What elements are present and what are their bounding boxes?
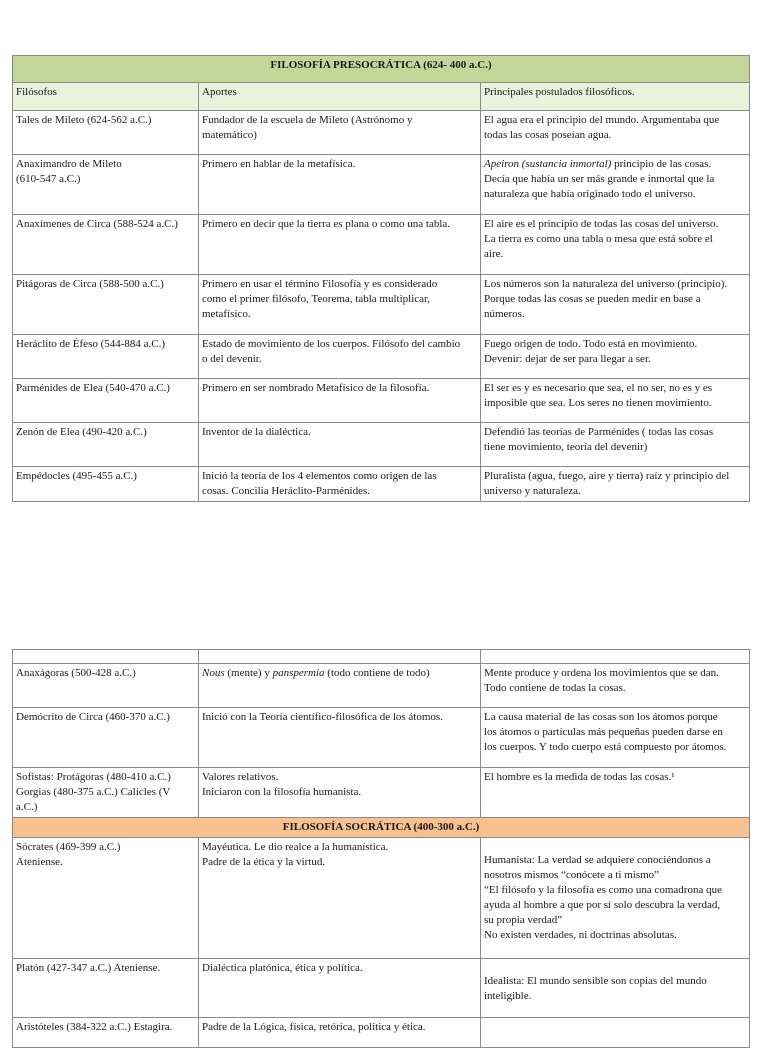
philosopher-cell [13, 467, 199, 502]
cell-line: El aire es el principio de todas las cosas del universo. [484, 218, 719, 230]
cell-line: “El filósofo y la filosofía es como una comadrona que [484, 884, 722, 896]
cell-line: Inició la teoría de los 4 elementos como origen de las [202, 470, 437, 482]
cell-line: La causa material de las cosas son los átomos porque [484, 711, 718, 723]
table-row [13, 423, 750, 467]
table-row [13, 768, 750, 818]
cell-line: Aristóteles (384-322 a.C.) Estagira. [16, 1021, 173, 1033]
spacer [484, 840, 746, 853]
postulate-cell [481, 155, 750, 215]
empty-cell [13, 650, 199, 664]
cell-line [202, 666, 477, 681]
cell-line: matemático) [202, 129, 257, 141]
cell-line: La tierra es como una tabla o mesa que está sobre el [484, 233, 713, 245]
philosopher-cell [13, 111, 199, 155]
postulate-cell [481, 959, 750, 1018]
table-row [13, 155, 750, 215]
postulate-cell [481, 467, 750, 502]
cell-line: su propia verdad” [484, 914, 563, 926]
italic-term: Apeiron (sustancia inmortal) [484, 158, 612, 170]
cell-line: Demócrito de Circa (460-370 a.C.) [16, 711, 170, 723]
cell-line: naturaleza que había originado todo el universo. [484, 188, 696, 200]
table-row [13, 664, 750, 708]
table-row [13, 379, 750, 423]
cell-line: Los números son la naturaleza del universo (principio). [484, 278, 728, 290]
cell-line: Ateniense. [16, 856, 63, 868]
italic-term: panspermia [272, 667, 325, 679]
header-postulados: Principales postulados filosóficos. [481, 83, 750, 111]
contribution-cell [199, 335, 481, 379]
cell-line: Valores relativos. [202, 771, 279, 783]
cell-text: (mente) y [224, 667, 273, 679]
philosopher-cell [13, 155, 199, 215]
cell-line: imposible que sea. Los seres no tienen movimiento. [484, 397, 712, 409]
cell-line: Parménides de Elea (540-470 a.C.) [16, 382, 170, 394]
cell-line: Fuego origen de todo. Todo está en movimiento. [484, 338, 698, 350]
cell-line: Empédocles (495-455 a.C.) [16, 470, 137, 482]
cell-line: ayuda al hombre a que por sí solo descubra la verdad, [484, 899, 721, 911]
cell-line: Primero en usar el término Filosofía y es considerado [202, 278, 438, 290]
cell-line [484, 157, 746, 172]
cell-line: Dialéctica platónica, ética y política. [202, 962, 363, 974]
cell-line: como el primer filósofo, Teorema, tabla multiplicar, [202, 293, 430, 305]
cell-line: nosotros mismos “conócete a ti mismo” [484, 869, 660, 881]
cell-line: Idealista: El mundo sensible son copias del mundo [484, 975, 707, 987]
philosopher-cell [13, 379, 199, 423]
header-row [13, 83, 750, 111]
cell-line: los átomos o partículas más pequeñas pueden darse en [484, 726, 723, 738]
cell-line: Porque todas las cosas se pueden medir en base a [484, 293, 701, 305]
italic-term: Nous [202, 667, 225, 679]
cell-line: (610-547 a.C.) [16, 173, 81, 185]
contribution-cell [199, 155, 481, 215]
postulate-cell [481, 1018, 750, 1048]
philosopher-cell [13, 423, 199, 467]
empty-cell [199, 650, 481, 664]
cell-line: Primero en hablar de la metafísica. [202, 158, 356, 170]
cell-line: inteligible. [484, 990, 532, 1002]
cell-line: No existen verdades, ni doctrinas absolutas. [484, 929, 677, 941]
contribution-cell [199, 215, 481, 275]
cell-line: cosas. Concilia Heráclito-Parménides. [202, 485, 371, 497]
cell-line: Humanista: La verdad se adquiere conociéndonos a [484, 854, 711, 866]
contribution-cell [199, 379, 481, 423]
cell-line: universo y naturaleza. [484, 485, 581, 497]
contribution-cell [199, 768, 481, 818]
cell-line: Mayéutica. Le dio realce a la humanística. [202, 841, 389, 853]
postulate-cell [481, 708, 750, 768]
philosopher-cell [13, 215, 199, 275]
presocratic-table [12, 55, 750, 502]
cell-line: Mente produce y ordena los movimientos que se dan. [484, 667, 719, 679]
table-row [13, 959, 750, 1018]
table-row [13, 215, 750, 275]
cell-line: todas las cosas poseían agua. [484, 129, 612, 141]
philosopher-cell [13, 275, 199, 335]
cell-line: Iniciaron con la filosofía humanista. [202, 786, 362, 798]
header-filosofos: Filósofos [13, 83, 199, 111]
cell-line: números. [484, 308, 525, 320]
table-row [13, 275, 750, 335]
header-aportes: Aportes [199, 83, 481, 111]
table-row [13, 467, 750, 502]
table-row [13, 111, 750, 155]
philosopher-cell [13, 708, 199, 768]
cell-line: Heráclito de Éfeso (544-884 a.C.) [16, 338, 166, 350]
presocratic-title-row [13, 56, 750, 83]
contribution-cell [199, 959, 481, 1018]
postulate-cell [481, 664, 750, 708]
contribution-cell [199, 111, 481, 155]
socratic-title: FILOSOFÍA SOCRÁTICA (400-300 a.C.) [13, 818, 750, 838]
cell-text: (todo contiene de todo) [324, 667, 430, 679]
postulate-cell [481, 838, 750, 959]
spacer [484, 961, 746, 974]
table-row [13, 708, 750, 768]
postulate-cell [481, 379, 750, 423]
philosopher-cell [13, 664, 199, 708]
cell-line: Defendió las teorías de Parménides ( todas las cosas [484, 426, 714, 438]
cell-line: El hombre es la medida de todas las cosas.¹ [484, 771, 675, 783]
cell-line: tiene movimiento, teoría del devenir) [484, 441, 648, 453]
postulate-cell [481, 768, 750, 818]
presocratic-continued-table [12, 649, 750, 1048]
empty-row [13, 650, 750, 664]
cell-line: El ser es y es necesario que sea, el no ser, no es y es [484, 382, 713, 394]
philosopher-cell [13, 838, 199, 959]
contribution-cell [199, 467, 481, 502]
cell-line: los cuerpos. Y todo cuerpo está compuesto por átomos. [484, 741, 727, 753]
cell-line: Fundador de la escuela de Mileto (Astrónomo y [202, 114, 413, 126]
cell-line: Estado de movimiento de los cuerpos. Filósofo del cambio [202, 338, 461, 350]
cell-line: Sofistas: Protágoras (480-410 a.C.) [16, 771, 171, 783]
cell-line: Zenón de Elea (490-420 a.C.) [16, 426, 147, 438]
cell-line: Pluralista (agua, fuego, aire y tierra) raíz y principio del [484, 470, 730, 482]
table-row [13, 838, 750, 959]
contribution-cell [199, 1018, 481, 1048]
table-row [13, 335, 750, 379]
postulate-cell [481, 335, 750, 379]
cell-line: Inventor de la dialéctica. [202, 426, 311, 438]
cell-line: Decía que había un ser más grande e inmortal que la [484, 173, 715, 185]
philosopher-cell [13, 959, 199, 1018]
cell-line: Todo contiene de todas la cosas. [484, 682, 626, 694]
cell-line: Padre de la ética y la virtud. [202, 856, 326, 868]
cell-line: Anaxágoras (500-428 a.C.) [16, 667, 136, 679]
postulate-cell [481, 275, 750, 335]
cell-line: o del devenir. [202, 353, 262, 365]
cell-line: Pitágoras de Circa (588-500 a.C.) [16, 278, 164, 290]
contribution-cell [199, 664, 481, 708]
cell-line: Devenir: dejar de ser para llegar a ser. [484, 353, 651, 365]
presocratic-title: FILOSOFÍA PRESOCRÁTICA (624- 400 a.C.) [13, 56, 750, 83]
socratic-title-row [13, 818, 750, 838]
cell-line: Tales de Mileto (624-562 a.C.) [16, 114, 152, 126]
contribution-cell [199, 838, 481, 959]
contribution-cell [199, 708, 481, 768]
cell-text: principio de las cosas. [611, 158, 712, 170]
contribution-cell [199, 275, 481, 335]
cell-line: a.C.) [16, 801, 38, 813]
cell-line: Anaxímenes de Circa (588-524 a.C.) [16, 218, 178, 230]
postulate-cell [481, 215, 750, 275]
postulate-cell [481, 111, 750, 155]
cell-line: Inició con la Teoría científico-filosófica de los átomos. [202, 711, 443, 723]
table-row [13, 1018, 750, 1048]
cell-line: metafísico. [202, 308, 251, 320]
cell-line: Anaximandro de Mileto [16, 158, 122, 170]
cell-line: Primero en ser nombrado Metafísico de la filosofía. [202, 382, 430, 394]
cell-line: El agua era el principio del mundo. Argumentaba que [484, 114, 720, 126]
philosopher-cell [13, 768, 199, 818]
cell-line: aire. [484, 248, 504, 260]
cell-line: Sócrates (469-399 a.C.) [16, 841, 121, 853]
cell-line: Platón (427-347 a.C.) Ateniense. [16, 962, 161, 974]
cell-line: Gorgias (480-375 a.C.) Calicles (V [16, 786, 171, 798]
philosopher-cell [13, 335, 199, 379]
cell-line: Padre de la Lógica, física, retórica, política y ética. [202, 1021, 426, 1033]
postulate-cell [481, 423, 750, 467]
empty-cell [481, 650, 750, 664]
philosopher-cell [13, 1018, 199, 1048]
contribution-cell [199, 423, 481, 467]
cell-line: Primero en decir que la tierra es plana o como una tabla. [202, 218, 451, 230]
